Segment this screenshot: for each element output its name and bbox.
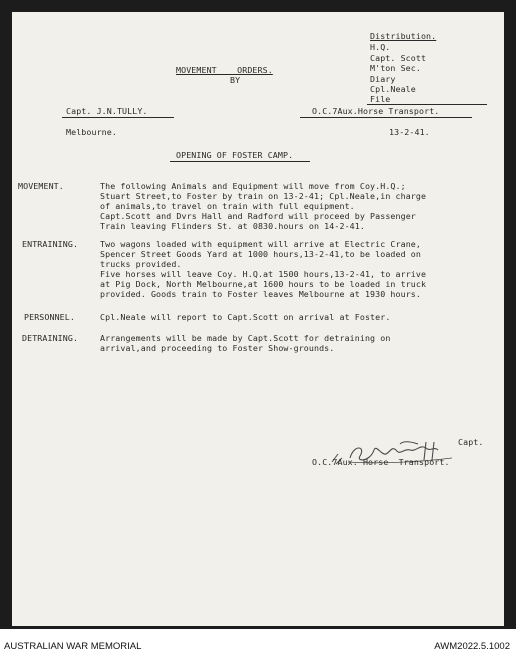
section-label-personnel: PERSONNEL. <box>24 312 75 322</box>
entraining-line: at Pig Dock, North Melbourne,at 1600 hours to be loaded in truck <box>100 279 427 289</box>
detraining-line: Arrangements will be made by Capt.Scott for detraining on <box>100 333 391 343</box>
distribution-item: Capt. Scott <box>370 53 427 63</box>
signature-unit: O.C.7Aux. Horse Transport. <box>312 457 450 467</box>
issuer-left-rule <box>62 117 174 118</box>
issuer-left: Capt. J.N.TULLY. <box>66 106 148 116</box>
section-label-detraining: DETRAINING. <box>22 333 79 343</box>
entraining-line: trucks provided. <box>100 259 182 269</box>
footer-bar <box>0 629 516 653</box>
footer-accession-number: AWM2022.5.1002 <box>434 641 510 652</box>
footer-institution: AUSTRALIAN WAR MEMORIAL <box>4 641 142 652</box>
distribution-item: H.Q. <box>370 42 391 52</box>
detraining-line: arrival,and proceeding to Foster Show-grounds. <box>100 343 335 353</box>
entraining-line: Five horses will leave Coy. H.Q.at 1500 hours,13-2-41, to arrive <box>100 269 427 279</box>
document-title-by: BY <box>230 75 241 85</box>
subject-rule <box>170 161 310 162</box>
subject: OPENING OF FOSTER CAMP. <box>176 150 294 160</box>
distribution-item: File <box>370 94 391 104</box>
signature-rank: Capt. <box>458 437 484 447</box>
distribution-heading: Distribution. <box>370 31 437 41</box>
movement-line: Train leaving Flinders St. at 0830.hours on 14-2-41. <box>100 221 365 231</box>
movement-line: of animals,to travel on train with full equipment. <box>100 201 355 211</box>
movement-line: Stuart Street,to Foster by train on 13-2-41; Cpl.Neale,in charge <box>100 191 427 201</box>
distribution-rule <box>367 104 487 105</box>
entraining-line: provided. Goods train to Foster leaves Melbourne at 1930 hours. <box>100 289 421 299</box>
issuer-right: O.C.7Aux.Horse Transport. <box>312 106 440 116</box>
distribution-item: Diary <box>370 74 396 84</box>
document-page <box>12 12 504 626</box>
section-label-entraining: ENTRAINING. <box>22 239 79 249</box>
distribution-item: M'ton Sec. <box>370 63 421 73</box>
entraining-line: Two wagons loaded with equipment will arrive at Electric Crane, <box>100 239 421 249</box>
movement-line: Capt.Scott and Dvrs Hall and Radford will proceed by Passenger <box>100 211 416 221</box>
section-label-movement: MOVEMENT. <box>18 181 64 191</box>
document-title: MOVEMENT ORDERS. <box>176 65 273 75</box>
personnel-line: Cpl.Neale will report to Capt.Scott on arrival at Foster. <box>100 312 391 322</box>
date: 13-2-41. <box>389 127 430 137</box>
distribution-item: Cpl.Neale <box>370 84 416 94</box>
issuer-right-rule <box>300 117 472 118</box>
movement-line: The following Animals and Equipment will move from Coy.H.Q.; <box>100 181 406 191</box>
place: Melbourne. <box>66 127 117 137</box>
entraining-line: Spencer Street Goods Yard at 1000 hours,13-2-41,to be loaded on <box>100 249 421 259</box>
